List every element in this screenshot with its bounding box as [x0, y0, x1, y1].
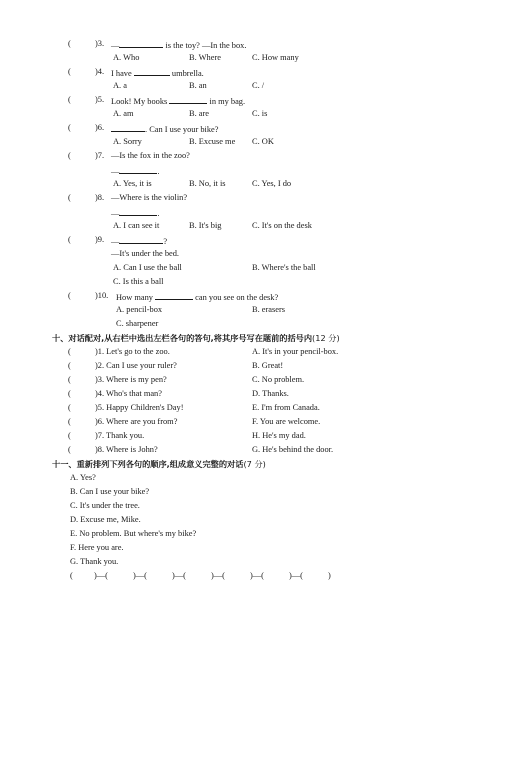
left-sentence: )6. Where are you from? [95, 417, 178, 426]
option-b: B. Excuse me [189, 137, 236, 146]
option-c: C. How many [252, 53, 299, 62]
question-text: — is the toy? —In the box. [111, 38, 246, 52]
answer-blank[interactable] [119, 38, 163, 48]
question-number: )4. [95, 67, 105, 76]
answer-slot-mark: ( [70, 571, 73, 580]
option-c: C. It's on the desk [252, 221, 312, 230]
option-b: B. are [189, 109, 210, 118]
answer-blank[interactable] [134, 66, 170, 76]
option-c: C. is [252, 109, 268, 118]
option-c: C. Yes, I do [252, 179, 292, 188]
question-text: I have umbrella. [111, 66, 204, 80]
right-answer: E. I'm from Canada. [252, 403, 320, 412]
answer-slot-mark: )—( [172, 571, 186, 580]
question-text: Look! My books in my bag. [111, 94, 245, 108]
answer-slot-mark: )—( [133, 571, 147, 580]
option-b: B. It's big [189, 221, 222, 230]
answer-paren-open: ( [68, 431, 71, 440]
answer-paren-open: ( [68, 347, 71, 356]
option-b: B. No, it is [189, 179, 226, 188]
option-a: A. I can see it [113, 221, 160, 230]
answer-slot-mark: )—( [94, 571, 108, 580]
answer-paren-open: ( [68, 151, 71, 160]
answer-blank[interactable] [119, 206, 157, 216]
option-c: C. Is this a ball [113, 277, 164, 286]
answer-blank[interactable] [111, 122, 145, 132]
left-sentence: )7. Thank you. [95, 431, 145, 440]
answer-paren-open: ( [68, 123, 71, 132]
option-b: B. Where [189, 53, 221, 62]
option-c: C. OK [252, 137, 274, 146]
question-number: )6. [95, 123, 105, 132]
answer-paren-open: ( [68, 417, 71, 426]
question-text: How many can you see on the desk? [116, 290, 278, 304]
option-a: A. pencil-box [116, 305, 163, 314]
question-text: . Can I use your bike? [111, 122, 219, 136]
answer-paren-open: ( [68, 389, 71, 398]
question-number: )3. [95, 39, 105, 48]
question-text: —Is the fox in the zoo? [111, 151, 190, 160]
answer-paren-open: ( [68, 291, 71, 300]
right-answer: C. No problem. [252, 375, 305, 384]
worksheet-page: ( )3. — is the toy? —In the box. A. Who B. Where C. How many ( )4. I have umbrella. A. a B. an C. / ( )5. Look! My books in my bag. A. am B. are C. is ( )6. . Can I use your bike? A. Sorry B. Excuse me C. OK ( )7. —Is the fox in the zoo? — . A. Yes, it is B. No, it is C. Yes, I do ( )8. —Where is the violin? — . A. I can see it B. It's big C. It's on the desk ( )9. — ? —It's under the bed. A. Can I use the ball B. Where's the ball C. Is this a ball ( )10. How many can you see on the desk? A. pencil-box B. erasers C. sharpener 十、对话配对,从右栏中选出左栏各句的答句,将其序号写在题前的括号内(12 分) ( )1. Let's go to the zoo. A. It's in your pencil-box. ( )2. Can I use your ruler? B. Great! ( )3. Where is my pen? C. No problem. ( )4. Who's that man? D. Thanks. ( )5. Happy Children's Day! E. I'm from Canada. ( )6. Where are you from? F. You are welcome. ( )7. Thank you. H. He's my dad. ( )8. Where is John? G. He's behind the door. 十一、重新排列下列各句的顺序,组成意义完整的对话(7 分) A. Yes? B. Can I use your bike? C. It's under the tree. D. Excuse me, Mike. E. No problem. But where's my bike? F. Here you are. G. Thank you. ( )—( )—( )—( )—( )—( )—( ) [52, 39, 340, 580]
answer-blank[interactable] [119, 164, 157, 174]
section-title: 十一、重新排列下列各句的顺序,组成意义完整的对话(7 分) [52, 459, 266, 469]
answer-slot-mark: )—( [289, 571, 303, 580]
option-a: A. am [113, 109, 134, 118]
question-number: )9. [95, 235, 105, 244]
option-a: A. Can I use the ball [113, 263, 182, 272]
response-line: — . [111, 206, 159, 220]
option-b: B. erasers [252, 305, 286, 314]
question-text: —Where is the violin? [111, 193, 188, 202]
answer-slot-mark: )—( [250, 571, 264, 580]
answer-paren-open: ( [68, 235, 71, 244]
question-number: )7. [95, 151, 105, 160]
question-text: — ? [111, 234, 167, 248]
left-sentence: )2. Can I use your ruler? [95, 361, 177, 370]
left-sentence: )1. Let's go to the zoo. [95, 347, 170, 356]
option-a: A. Yes, it is [113, 179, 152, 188]
right-answer: D. Thanks. [252, 389, 289, 398]
left-sentence: )3. Where is my pen? [95, 375, 167, 384]
answer-slot-mark: ) [328, 571, 331, 580]
question-number: )10. [95, 291, 109, 300]
answer-paren-open: ( [68, 375, 71, 384]
option-b: B. an [189, 81, 207, 90]
option-c: C. sharpener [116, 319, 159, 328]
right-answer: F. You are welcome. [252, 417, 321, 426]
left-sentence: )5. Happy Children's Day! [95, 403, 184, 412]
answer-paren-open: ( [68, 67, 71, 76]
answer-blank[interactable] [119, 234, 163, 244]
answer-slot-mark: )—( [211, 571, 225, 580]
right-answer: H. He's my dad. [252, 431, 306, 440]
option-c: C. / [252, 81, 265, 90]
answer-blank[interactable] [169, 94, 207, 104]
answer-blank[interactable] [155, 290, 193, 300]
answer-paren-open: ( [68, 403, 71, 412]
option-a: A. Sorry [113, 137, 142, 146]
question-number: )5. [95, 95, 105, 104]
answer-paren-open: ( [68, 445, 71, 454]
right-answer: B. Great! [252, 361, 284, 370]
section-title: 十、对话配对,从右栏中选出左栏各句的答句,将其序号写在题前的括号内(12 分) [52, 333, 340, 343]
option-a: A. a [113, 81, 127, 90]
response-line: —It's under the bed. [111, 249, 180, 258]
response-line: — . [111, 164, 159, 178]
option-b: B. Where's the ball [252, 263, 316, 272]
answer-paren-open: ( [68, 193, 71, 202]
answer-paren-open: ( [68, 39, 71, 48]
option-a: A. Who [113, 53, 140, 62]
question-number: )8. [95, 193, 105, 202]
answer-paren-open: ( [68, 95, 71, 104]
left-sentence: )4. Who's that man? [95, 389, 162, 398]
answer-paren-open: ( [68, 361, 71, 370]
right-answer: G. He's behind the door. [252, 445, 334, 454]
left-sentence: )8. Where is John? [95, 445, 158, 454]
right-answer: A. It's in your pencil-box. [252, 347, 339, 356]
